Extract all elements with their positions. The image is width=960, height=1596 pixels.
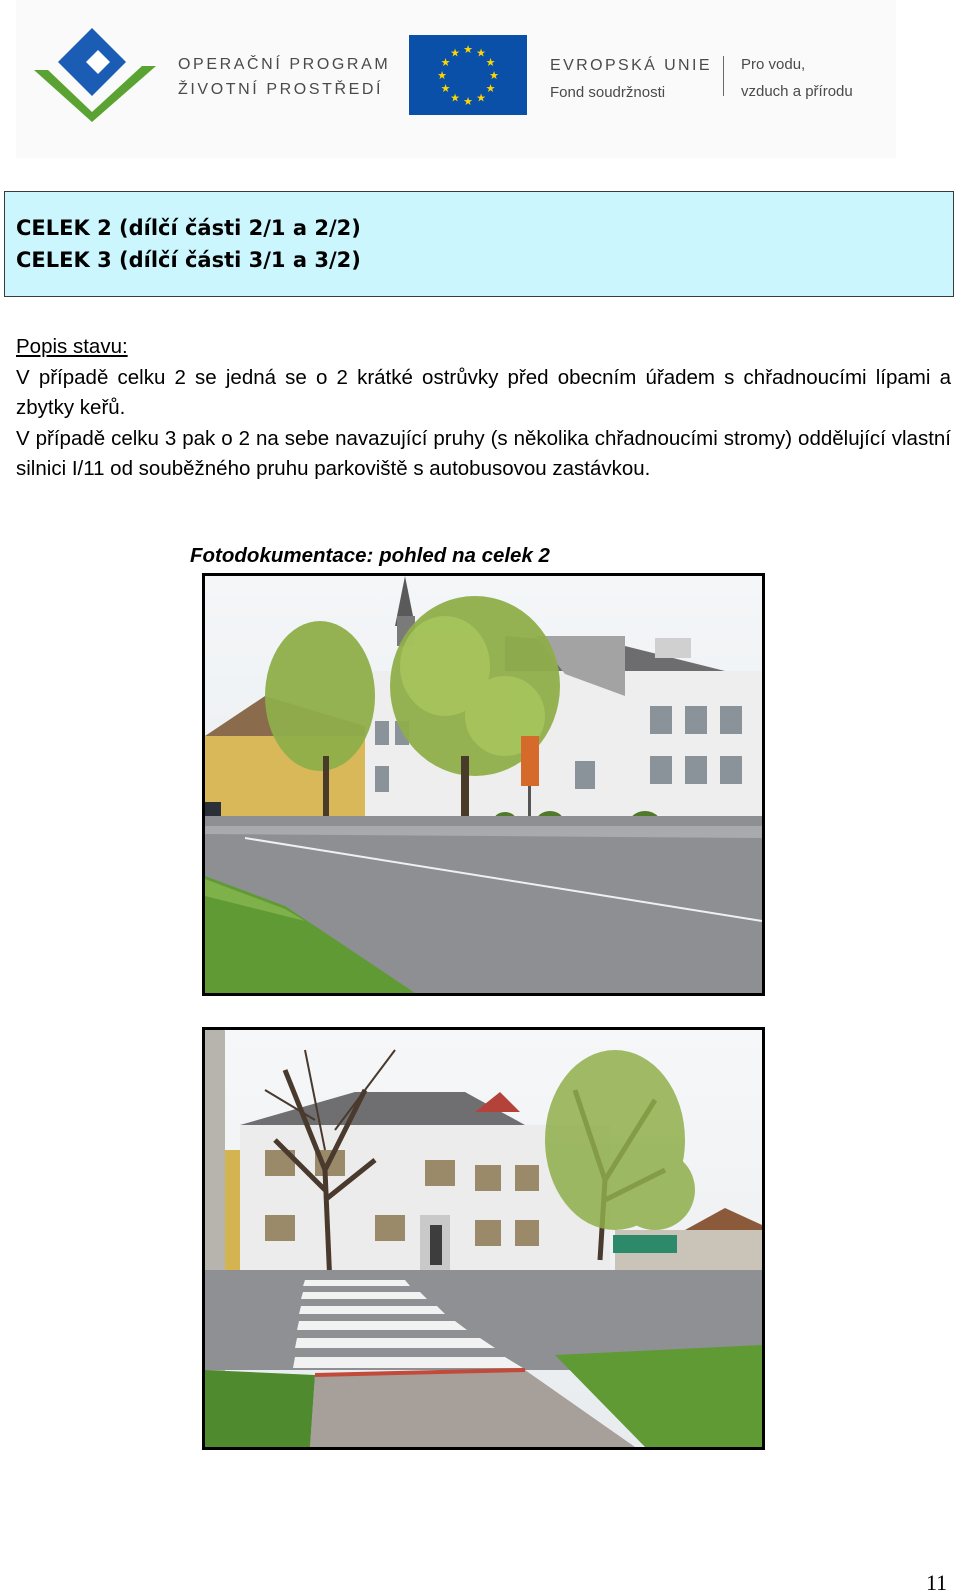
- slogan-line2: vzduch a přírodu: [741, 83, 853, 100]
- eu-star: ★: [440, 57, 451, 69]
- op-line2: ŽIVOTNÍ PROSTŘEDÍ: [178, 81, 384, 98]
- eu-flag-icon: [409, 35, 527, 115]
- celek-box: [4, 191, 954, 297]
- eu-star: ★: [485, 57, 496, 69]
- page-number: 11: [926, 1570, 948, 1595]
- eu-star: ★: [463, 96, 473, 108]
- op-program-name: [178, 52, 390, 102]
- slogan: [741, 51, 853, 105]
- description-paragraph-2: V případě celku 3 pak o 2 na sebe navazující pruhy (s několika chřadnoucími stromy) oddělující vlastní silnici I/11 od souběžného pruhu parkoviště s autobusovou zastávkou.: [16, 426, 951, 480]
- description-paragraph-1: V případě celku 2 se jedná se o 2 krátké ostrůvky před obecním úřadem s chřadnoucími lípami a zbytky keřů.: [16, 365, 951, 419]
- eu-star: ★: [489, 70, 499, 82]
- eu-star: ★: [476, 92, 486, 105]
- celek-line2: CELEK 3 (dílčí části 3/1 a 3/2): [16, 248, 361, 272]
- op-line1: OPERAČNÍ PROGRAM: [178, 56, 391, 73]
- celek-line1: CELEK 2 (dílčí části 2/1 a 2/2): [16, 216, 361, 240]
- eu-star: ★: [440, 83, 451, 95]
- eu-line2: Fond soudržnosti: [550, 84, 666, 101]
- description-section: [16, 332, 951, 485]
- header-divider: [723, 56, 724, 96]
- description-heading: Popis stavu:: [16, 335, 128, 358]
- op-zp-logo-icon: [34, 26, 156, 122]
- photo-celek-2-view-1: [202, 573, 765, 996]
- photo-caption: Fotodokumentace: pohled na celek 2: [190, 544, 550, 567]
- slogan-line1: Pro vodu,: [741, 56, 806, 73]
- eu-star: ★: [463, 44, 473, 56]
- eu-star: ★: [450, 92, 460, 105]
- eu-label: [550, 52, 712, 106]
- eu-star: ★: [450, 47, 460, 60]
- eu-star: ★: [437, 70, 447, 82]
- photo-celek-2-view-2: [202, 1027, 765, 1450]
- eu-star: ★: [476, 47, 486, 60]
- eu-line1: EVROPSKÁ UNIE: [550, 57, 712, 74]
- eu-star: ★: [485, 83, 496, 95]
